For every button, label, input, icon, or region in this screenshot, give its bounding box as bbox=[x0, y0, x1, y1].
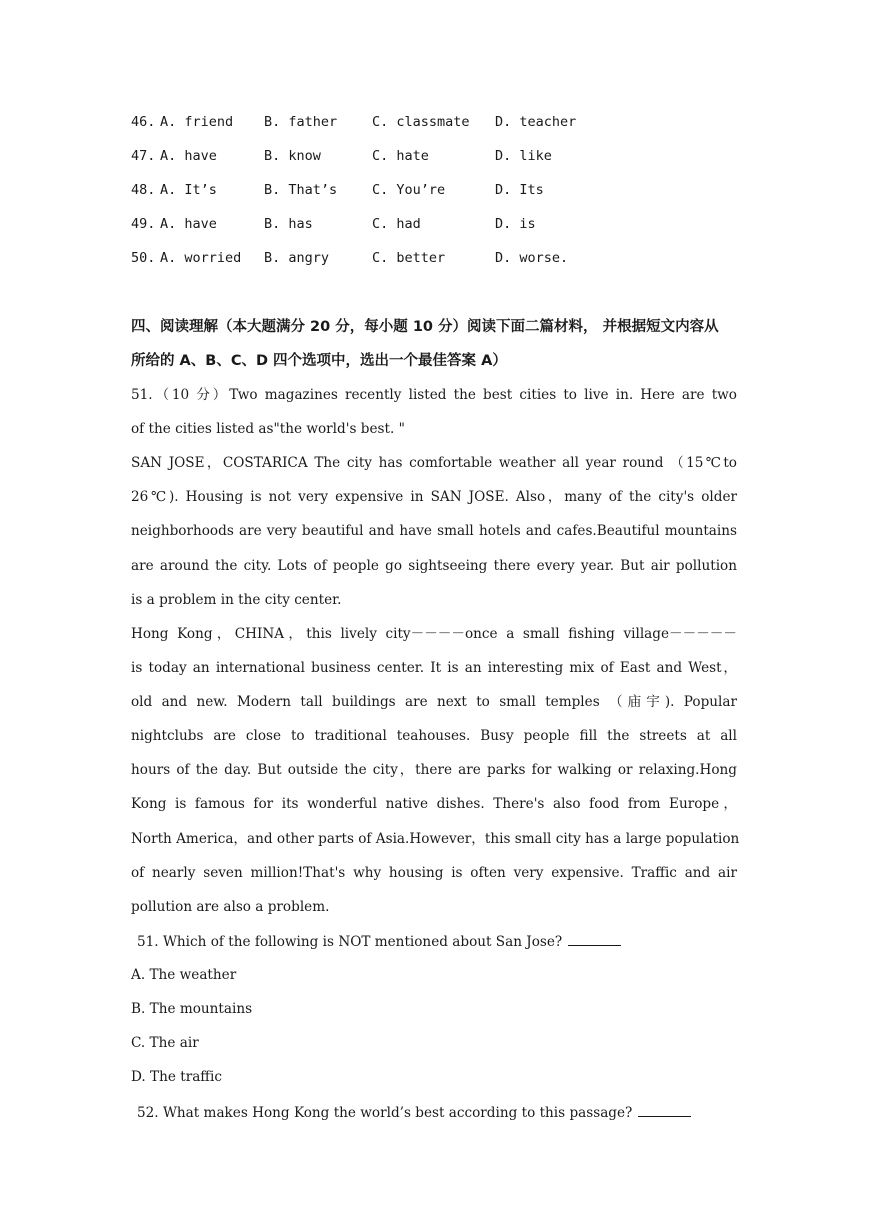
option-b: B. father bbox=[264, 114, 338, 130]
question-number: 49. bbox=[131, 216, 156, 232]
passage-line: North America，and other parts of Asia.However，this small city has a large population bbox=[131, 831, 740, 847]
passage-line: 26℃). Housing is not very expensive in SAN JOSE. Also，many of the city's older bbox=[131, 489, 737, 505]
passage-line: of nearly seven million!That's why housing is often very expensive. Traffic and air bbox=[131, 865, 737, 881]
choice-c: C. The air bbox=[131, 1035, 199, 1051]
option-a: A. worried bbox=[160, 250, 242, 266]
option-c: C. classmate bbox=[372, 114, 470, 130]
option-d: D. is bbox=[495, 216, 536, 232]
option-b: B. That’s bbox=[264, 182, 338, 198]
passage-line: SAN JOSE，COSTARICA The city has comfortable weather all year round （15℃to bbox=[131, 455, 737, 471]
passage-line: Hong Kong，CHINA，this lively city－－－－once a small fishing village－－－－－ bbox=[131, 626, 737, 642]
option-d: D. like bbox=[495, 148, 552, 164]
passage-line: are around the city. Lots of people go sightseeing there every year. But air pollution bbox=[131, 558, 737, 574]
passage-line: of the cities listed as"the world's best. " bbox=[131, 421, 405, 437]
option-b: B. know bbox=[264, 148, 321, 164]
passage-line: nightclubs are close to traditional teahouses. Busy people fill the streets at all bbox=[131, 728, 737, 744]
section-heading-line-1: 四、阅读理解（本大题满分 20 分，每小题 10 分）阅读下面二篇材料， 并根据短文内容从 bbox=[131, 319, 719, 335]
passage-line: is a problem in the city center. bbox=[131, 592, 342, 608]
section-heading-line-2: 所给的 A、B、C、D 四个选项中，选出一个最佳答案 A） bbox=[131, 353, 507, 369]
option-a: A. have bbox=[160, 216, 217, 232]
question-number: 46. bbox=[131, 114, 156, 130]
option-d: D. worse. bbox=[495, 250, 569, 266]
choice-b: B. The mountains bbox=[131, 1001, 253, 1017]
passage-line: hours of the day. But outside the city，there are parks for walking or relaxing.Hong bbox=[131, 762, 737, 778]
option-b: B. has bbox=[264, 216, 313, 232]
option-c: C. had bbox=[372, 216, 421, 232]
choice-a: A. The weather bbox=[131, 967, 237, 983]
passage-line: Kong is famous for its wonderful native dishes. There's also food from Europe， bbox=[131, 796, 737, 812]
answer-blank-52[interactable] bbox=[638, 1102, 691, 1117]
question-52 bbox=[137, 1102, 691, 1122]
option-c: C. better bbox=[372, 250, 446, 266]
question-number: 47. bbox=[131, 148, 156, 164]
passage-line: old and new. Modern tall buildings are next to small temples （庙宇). Popular bbox=[131, 694, 737, 710]
answer-blank-51[interactable] bbox=[568, 931, 621, 946]
option-d: D. teacher bbox=[495, 114, 577, 130]
option-b: B. angry bbox=[264, 250, 330, 266]
question-52-text: 52. What makes Hong Kong the world’s best according to this passage? bbox=[137, 1105, 633, 1121]
passage-line: pollution are also a problem. bbox=[131, 899, 330, 915]
choice-d: D. The traffic bbox=[131, 1069, 222, 1085]
option-a: A. have bbox=[160, 148, 217, 164]
passage-line: 51.（10 分）Two magazines recently listed the best cities to live in. Here are two bbox=[131, 387, 737, 403]
question-51 bbox=[137, 931, 621, 951]
question-number: 48. bbox=[131, 182, 156, 198]
question-51-text: 51. Which of the following is NOT mentioned about San Jose? bbox=[137, 934, 563, 950]
option-a: A. friend bbox=[160, 114, 234, 130]
option-a: A. It’s bbox=[160, 182, 217, 198]
passage-line: is today an international business center. It is an interesting mix of East and West， bbox=[131, 660, 737, 676]
question-number: 50. bbox=[131, 250, 156, 266]
option-d: D. Its bbox=[495, 182, 544, 198]
option-c: C. You’re bbox=[372, 182, 446, 198]
option-c: C. hate bbox=[372, 148, 429, 164]
passage-line: neighborhoods are very beautiful and have small hotels and cafes.Beautiful mountains bbox=[131, 523, 737, 539]
